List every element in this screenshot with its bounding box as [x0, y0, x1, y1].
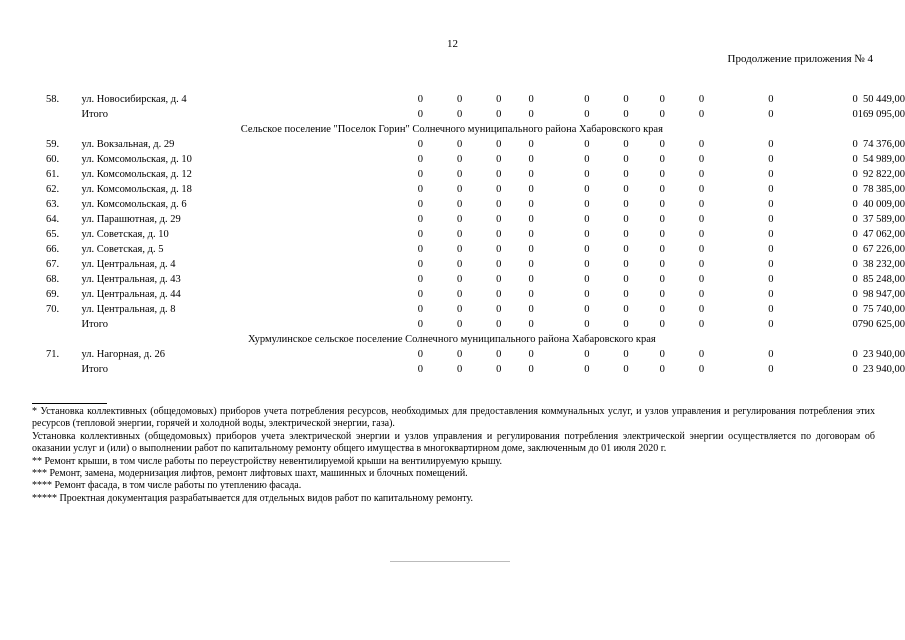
value-cell: 0	[496, 259, 502, 270]
value-cell: 0	[528, 154, 534, 165]
value-cell: 0	[456, 259, 463, 270]
value-cell: 0	[768, 364, 774, 375]
value-cell: 0	[584, 274, 590, 285]
value-cell: 0	[852, 304, 858, 315]
value-cell: 0	[417, 274, 424, 285]
value-cell: 0	[417, 139, 424, 150]
value-cell: 0	[852, 184, 858, 195]
value-cell: 0	[496, 184, 502, 195]
section-title: Сельское поселение "Поселок Горин" Солнечного муниципального района Хабаровского края	[240, 124, 663, 135]
value-cell: 0	[698, 304, 705, 315]
address-cell: Итого	[81, 364, 109, 375]
value-cell: 0	[456, 349, 463, 360]
total-cost-cell: 169 095,00	[857, 109, 905, 120]
value-cell: 0	[852, 319, 858, 330]
table-row	[46, 92, 905, 107]
value-cell: 0	[456, 319, 463, 330]
section-header-row	[46, 332, 905, 347]
value-cell: 0	[456, 364, 463, 375]
value-cell: 0	[623, 229, 629, 240]
address-cell: ул. Советская, д. 10	[81, 229, 169, 240]
value-cell: 0	[698, 319, 705, 330]
value-cell: 0	[698, 259, 705, 270]
value-cell: 0	[584, 184, 590, 195]
row-number: 64.	[46, 214, 60, 225]
value-cell: 0	[496, 94, 502, 105]
row-number: 61.	[46, 169, 60, 180]
footnote: *** Ремонт, замена, модернизация лифтов, ремонт лифтовых шахт, машинных и блочных помещений.	[32, 468, 468, 480]
value-cell: 0	[623, 94, 629, 105]
repair-schedule-table	[46, 92, 905, 377]
value-cell: 0	[698, 154, 705, 165]
row-number: 68.	[46, 274, 60, 285]
value-cell: 0	[623, 154, 629, 165]
footnote: * Установка коллективных (общедомовых) приборов учета потребления ресурсов, необходимых для предоставления коммунальных услуг, и узлов управления и регулирования потребления этих ресурсов (тепловой энергии, горячей и холодной воды, электрической энергии, газа).	[32, 406, 875, 430]
value-cell: 0	[768, 199, 774, 210]
value-cell: 0	[528, 304, 534, 315]
value-cell: 0	[417, 229, 424, 240]
total-cost-cell: 790 625,00	[857, 319, 905, 330]
value-cell: 0	[623, 274, 629, 285]
table-row	[46, 302, 905, 317]
row-number: 65.	[46, 229, 60, 240]
value-cell: 0	[496, 289, 502, 300]
row-number: 71.	[46, 349, 60, 360]
value-cell: 0	[528, 259, 534, 270]
row-number	[46, 107, 81, 122]
value-cell: 0	[528, 214, 534, 225]
value-cell: 0	[456, 139, 463, 150]
table-row	[46, 197, 905, 212]
value-cell: 0	[528, 139, 534, 150]
value-cell: 0	[584, 154, 590, 165]
value-cell: 0	[584, 214, 590, 225]
value-cell: 0	[528, 289, 534, 300]
value-cell: 0	[659, 154, 665, 165]
value-cell: 0	[659, 244, 665, 255]
value-cell: 0	[456, 154, 463, 165]
value-cell: 0	[659, 349, 665, 360]
table-row	[46, 287, 905, 302]
value-cell: 0	[852, 139, 858, 150]
subtotal-row	[46, 362, 905, 377]
section-title: Хурмулинское сельское поселение Солнечного муниципального района Хабаровского края	[248, 334, 656, 345]
value-cell: 0	[768, 259, 774, 270]
value-cell: 0	[584, 199, 590, 210]
value-cell: 0	[496, 199, 502, 210]
table-row	[46, 212, 905, 227]
total-cost-cell: 98 947,00	[863, 289, 905, 300]
footnote: ** Ремонт крыши, в том числе работы по переустройству невентилируемой крыши на вентилируемую крышу.	[32, 455, 503, 467]
value-cell: 0	[659, 364, 665, 375]
total-cost-cell: 54 989,00	[863, 154, 905, 165]
value-cell: 0	[496, 244, 502, 255]
value-cell: 0	[623, 349, 629, 360]
value-cell: 0	[496, 319, 502, 330]
value-cell: 0	[659, 109, 665, 120]
value-cell: 0	[768, 94, 774, 105]
value-cell: 0	[698, 289, 705, 300]
value-cell: 0	[456, 214, 463, 225]
value-cell: 0	[417, 289, 424, 300]
value-cell: 0	[659, 289, 665, 300]
section-header-row	[46, 122, 905, 137]
value-cell: 0	[852, 154, 858, 165]
total-cost-cell: 37 589,00	[863, 214, 905, 225]
value-cell: 0	[417, 169, 424, 180]
total-cost-cell: 85 248,00	[863, 274, 905, 285]
table-row	[46, 137, 905, 152]
value-cell: 0	[528, 169, 534, 180]
row-number: 66.	[46, 244, 60, 255]
value-cell: 0	[456, 274, 463, 285]
value-cell: 0	[584, 319, 590, 330]
row-number: 60.	[46, 154, 60, 165]
address-cell: ул. Вокзальная, д. 29	[81, 139, 175, 150]
value-cell: 0	[417, 214, 424, 225]
value-cell: 0	[623, 304, 629, 315]
value-cell: 0	[659, 229, 665, 240]
footnote: ***** Проектная документация разрабатывается для отдельных видов работ по капитальному ремонту.	[32, 492, 474, 504]
total-cost-cell: 67 226,00	[863, 244, 905, 255]
table-body	[46, 92, 905, 377]
value-cell: 0	[417, 244, 424, 255]
value-cell: 0	[623, 169, 629, 180]
value-cell: 0	[698, 199, 705, 210]
bottom-separator	[390, 561, 510, 562]
value-cell: 0	[698, 229, 705, 240]
total-cost-cell: 75 740,00	[863, 304, 905, 315]
value-cell: 0	[496, 304, 502, 315]
value-cell: 0	[623, 289, 629, 300]
value-cell: 0	[852, 109, 858, 120]
row-number: 70.	[46, 304, 60, 315]
footnote-separator	[32, 403, 107, 404]
row-number: 69.	[46, 289, 60, 300]
value-cell: 0	[698, 139, 705, 150]
value-cell: 0	[528, 229, 534, 240]
value-cell: 0	[623, 319, 629, 330]
value-cell: 0	[496, 214, 502, 225]
value-cell: 0	[659, 94, 665, 105]
value-cell: 0	[623, 364, 629, 375]
value-cell: 0	[768, 289, 774, 300]
value-cell: 0	[768, 274, 774, 285]
table-row	[46, 167, 905, 182]
value-cell: 0	[417, 109, 424, 120]
address-cell: ул. Центральная, д. 43	[81, 274, 181, 285]
value-cell: 0	[768, 154, 774, 165]
value-cell: 0	[768, 304, 774, 315]
value-cell: 0	[659, 214, 665, 225]
value-cell: 0	[659, 199, 665, 210]
value-cell: 0	[417, 304, 424, 315]
value-cell: 0	[417, 184, 424, 195]
table-row	[46, 242, 905, 257]
total-cost-cell: 78 385,00	[863, 184, 905, 195]
value-cell: 0	[456, 94, 463, 105]
value-cell: 0	[528, 199, 534, 210]
total-cost-cell: 38 232,00	[863, 259, 905, 270]
value-cell: 0	[852, 259, 858, 270]
table-row	[46, 347, 905, 362]
value-cell: 0	[496, 274, 502, 285]
value-cell: 0	[852, 349, 858, 360]
total-cost-cell: 74 376,00	[863, 139, 905, 150]
value-cell: 0	[496, 364, 502, 375]
value-cell: 0	[528, 349, 534, 360]
value-cell: 0	[584, 94, 590, 105]
value-cell: 0	[456, 109, 463, 120]
value-cell: 0	[584, 244, 590, 255]
value-cell: 0	[852, 199, 858, 210]
total-cost-cell: 92 822,00	[863, 169, 905, 180]
address-cell: ул. Комсомольская, д. 6	[81, 199, 187, 210]
value-cell: 0	[698, 274, 705, 285]
page-number: 12	[447, 38, 458, 50]
value-cell: 0	[623, 214, 629, 225]
row-number: 67.	[46, 259, 60, 270]
total-cost-cell: 40 009,00	[863, 199, 905, 210]
address-cell: ул. Парашютная, д. 29	[81, 214, 181, 225]
value-cell: 0	[417, 199, 424, 210]
value-cell: 0	[623, 184, 629, 195]
value-cell: 0	[417, 319, 424, 330]
address-cell: Итого	[81, 109, 109, 120]
value-cell: 0	[659, 139, 665, 150]
value-cell: 0	[417, 94, 424, 105]
value-cell: 0	[852, 244, 858, 255]
value-cell: 0	[623, 199, 629, 210]
value-cell: 0	[698, 184, 705, 195]
value-cell: 0	[659, 184, 665, 195]
value-cell: 0	[698, 349, 705, 360]
value-cell: 0	[496, 229, 502, 240]
address-cell: ул. Центральная, д. 44	[81, 289, 181, 300]
row-number	[46, 362, 81, 377]
value-cell: 0	[456, 184, 463, 195]
address-cell: ул. Комсомольская, д. 12	[81, 169, 192, 180]
value-cell: 0	[623, 139, 629, 150]
value-cell: 0	[584, 109, 590, 120]
value-cell: 0	[584, 229, 590, 240]
row-number: 58.	[46, 94, 60, 105]
value-cell: 0	[659, 274, 665, 285]
value-cell: 0	[768, 349, 774, 360]
continuation-label: Продолжение приложения № 4	[727, 53, 873, 65]
value-cell: 0	[417, 154, 424, 165]
value-cell: 0	[852, 214, 858, 225]
value-cell: 0	[852, 364, 858, 375]
total-cost-cell: 50 449,00	[863, 94, 905, 105]
value-cell: 0	[698, 364, 705, 375]
table-row	[46, 257, 905, 272]
address-cell: ул. Центральная, д. 8	[81, 304, 176, 315]
value-cell: 0	[698, 109, 705, 120]
total-cost-cell: 23 940,00	[863, 349, 905, 360]
value-cell: 0	[659, 169, 665, 180]
table-row	[46, 272, 905, 287]
footnotes	[32, 406, 875, 505]
row-number	[46, 317, 81, 332]
address-cell: Итого	[81, 319, 109, 330]
value-cell: 0	[456, 304, 463, 315]
value-cell: 0	[768, 319, 774, 330]
value-cell: 0	[456, 229, 463, 240]
value-cell: 0	[417, 259, 424, 270]
value-cell: 0	[659, 319, 665, 330]
value-cell: 0	[456, 289, 463, 300]
value-cell: 0	[623, 109, 629, 120]
value-cell: 0	[659, 304, 665, 315]
table-row	[46, 182, 905, 197]
address-cell: ул. Нагорная, д. 26	[81, 349, 165, 360]
value-cell: 0	[768, 139, 774, 150]
value-cell: 0	[584, 169, 590, 180]
value-cell: 0	[528, 244, 534, 255]
value-cell: 0	[417, 349, 424, 360]
value-cell: 0	[496, 349, 502, 360]
footnote: **** Ремонт фасада, в том числе работы по утеплению фасада.	[32, 480, 302, 492]
value-cell: 0	[768, 229, 774, 240]
value-cell: 0	[698, 94, 705, 105]
total-cost-cell: 23 940,00	[863, 364, 905, 375]
value-cell: 0	[584, 259, 590, 270]
address-cell: ул. Комсомольская, д. 18	[81, 184, 192, 195]
row-number: 59.	[46, 139, 60, 150]
table-row	[46, 152, 905, 167]
value-cell: 0	[698, 244, 705, 255]
value-cell: 0	[584, 364, 590, 375]
value-cell: 0	[584, 304, 590, 315]
value-cell: 0	[496, 109, 502, 120]
value-cell: 0	[528, 109, 534, 120]
value-cell: 0	[528, 364, 534, 375]
value-cell: 0	[528, 319, 534, 330]
value-cell: 0	[623, 244, 629, 255]
address-cell: ул. Новосибирская, д. 4	[81, 94, 187, 105]
subtotal-row	[46, 317, 905, 332]
value-cell: 0	[584, 349, 590, 360]
value-cell: 0	[417, 364, 424, 375]
value-cell: 0	[528, 94, 534, 105]
value-cell: 0	[623, 259, 629, 270]
address-cell: ул. Комсомольская, д. 10	[81, 154, 192, 165]
value-cell: 0	[584, 139, 590, 150]
row-number: 63.	[46, 199, 60, 210]
value-cell: 0	[768, 169, 774, 180]
value-cell: 0	[852, 229, 858, 240]
value-cell: 0	[528, 184, 534, 195]
address-cell: ул. Центральная, д. 4	[81, 259, 176, 270]
total-cost-cell: 47 062,00	[863, 229, 905, 240]
value-cell: 0	[456, 244, 463, 255]
value-cell: 0	[496, 169, 502, 180]
value-cell: 0	[496, 154, 502, 165]
value-cell: 0	[768, 244, 774, 255]
footnote: Установка коллективных (общедомовых) приборов учета электрической энергии и узлов управления и регулирования потребления электрической энергии осуществляется по договорам об оказании услуг и (или) о выполнении работ по капитальному ремонту общего имущества в многоквартирном доме, заключенным до 01 июля 2020 г.	[32, 430, 875, 455]
address-cell: ул. Советская, д. 5	[81, 244, 164, 255]
value-cell: 0	[852, 289, 858, 300]
table-row	[46, 227, 905, 242]
value-cell: 0	[852, 94, 858, 105]
value-cell: 0	[768, 184, 774, 195]
value-cell: 0	[496, 139, 502, 150]
value-cell: 0	[659, 259, 665, 270]
value-cell: 0	[456, 169, 463, 180]
row-number: 62.	[46, 184, 60, 195]
value-cell: 0	[456, 199, 463, 210]
value-cell: 0	[852, 169, 858, 180]
value-cell: 0	[768, 214, 774, 225]
value-cell: 0	[528, 274, 534, 285]
value-cell: 0	[768, 109, 774, 120]
value-cell: 0	[698, 214, 705, 225]
value-cell: 0	[584, 289, 590, 300]
value-cell: 0	[698, 169, 705, 180]
value-cell: 0	[852, 274, 858, 285]
subtotal-row	[46, 107, 905, 122]
